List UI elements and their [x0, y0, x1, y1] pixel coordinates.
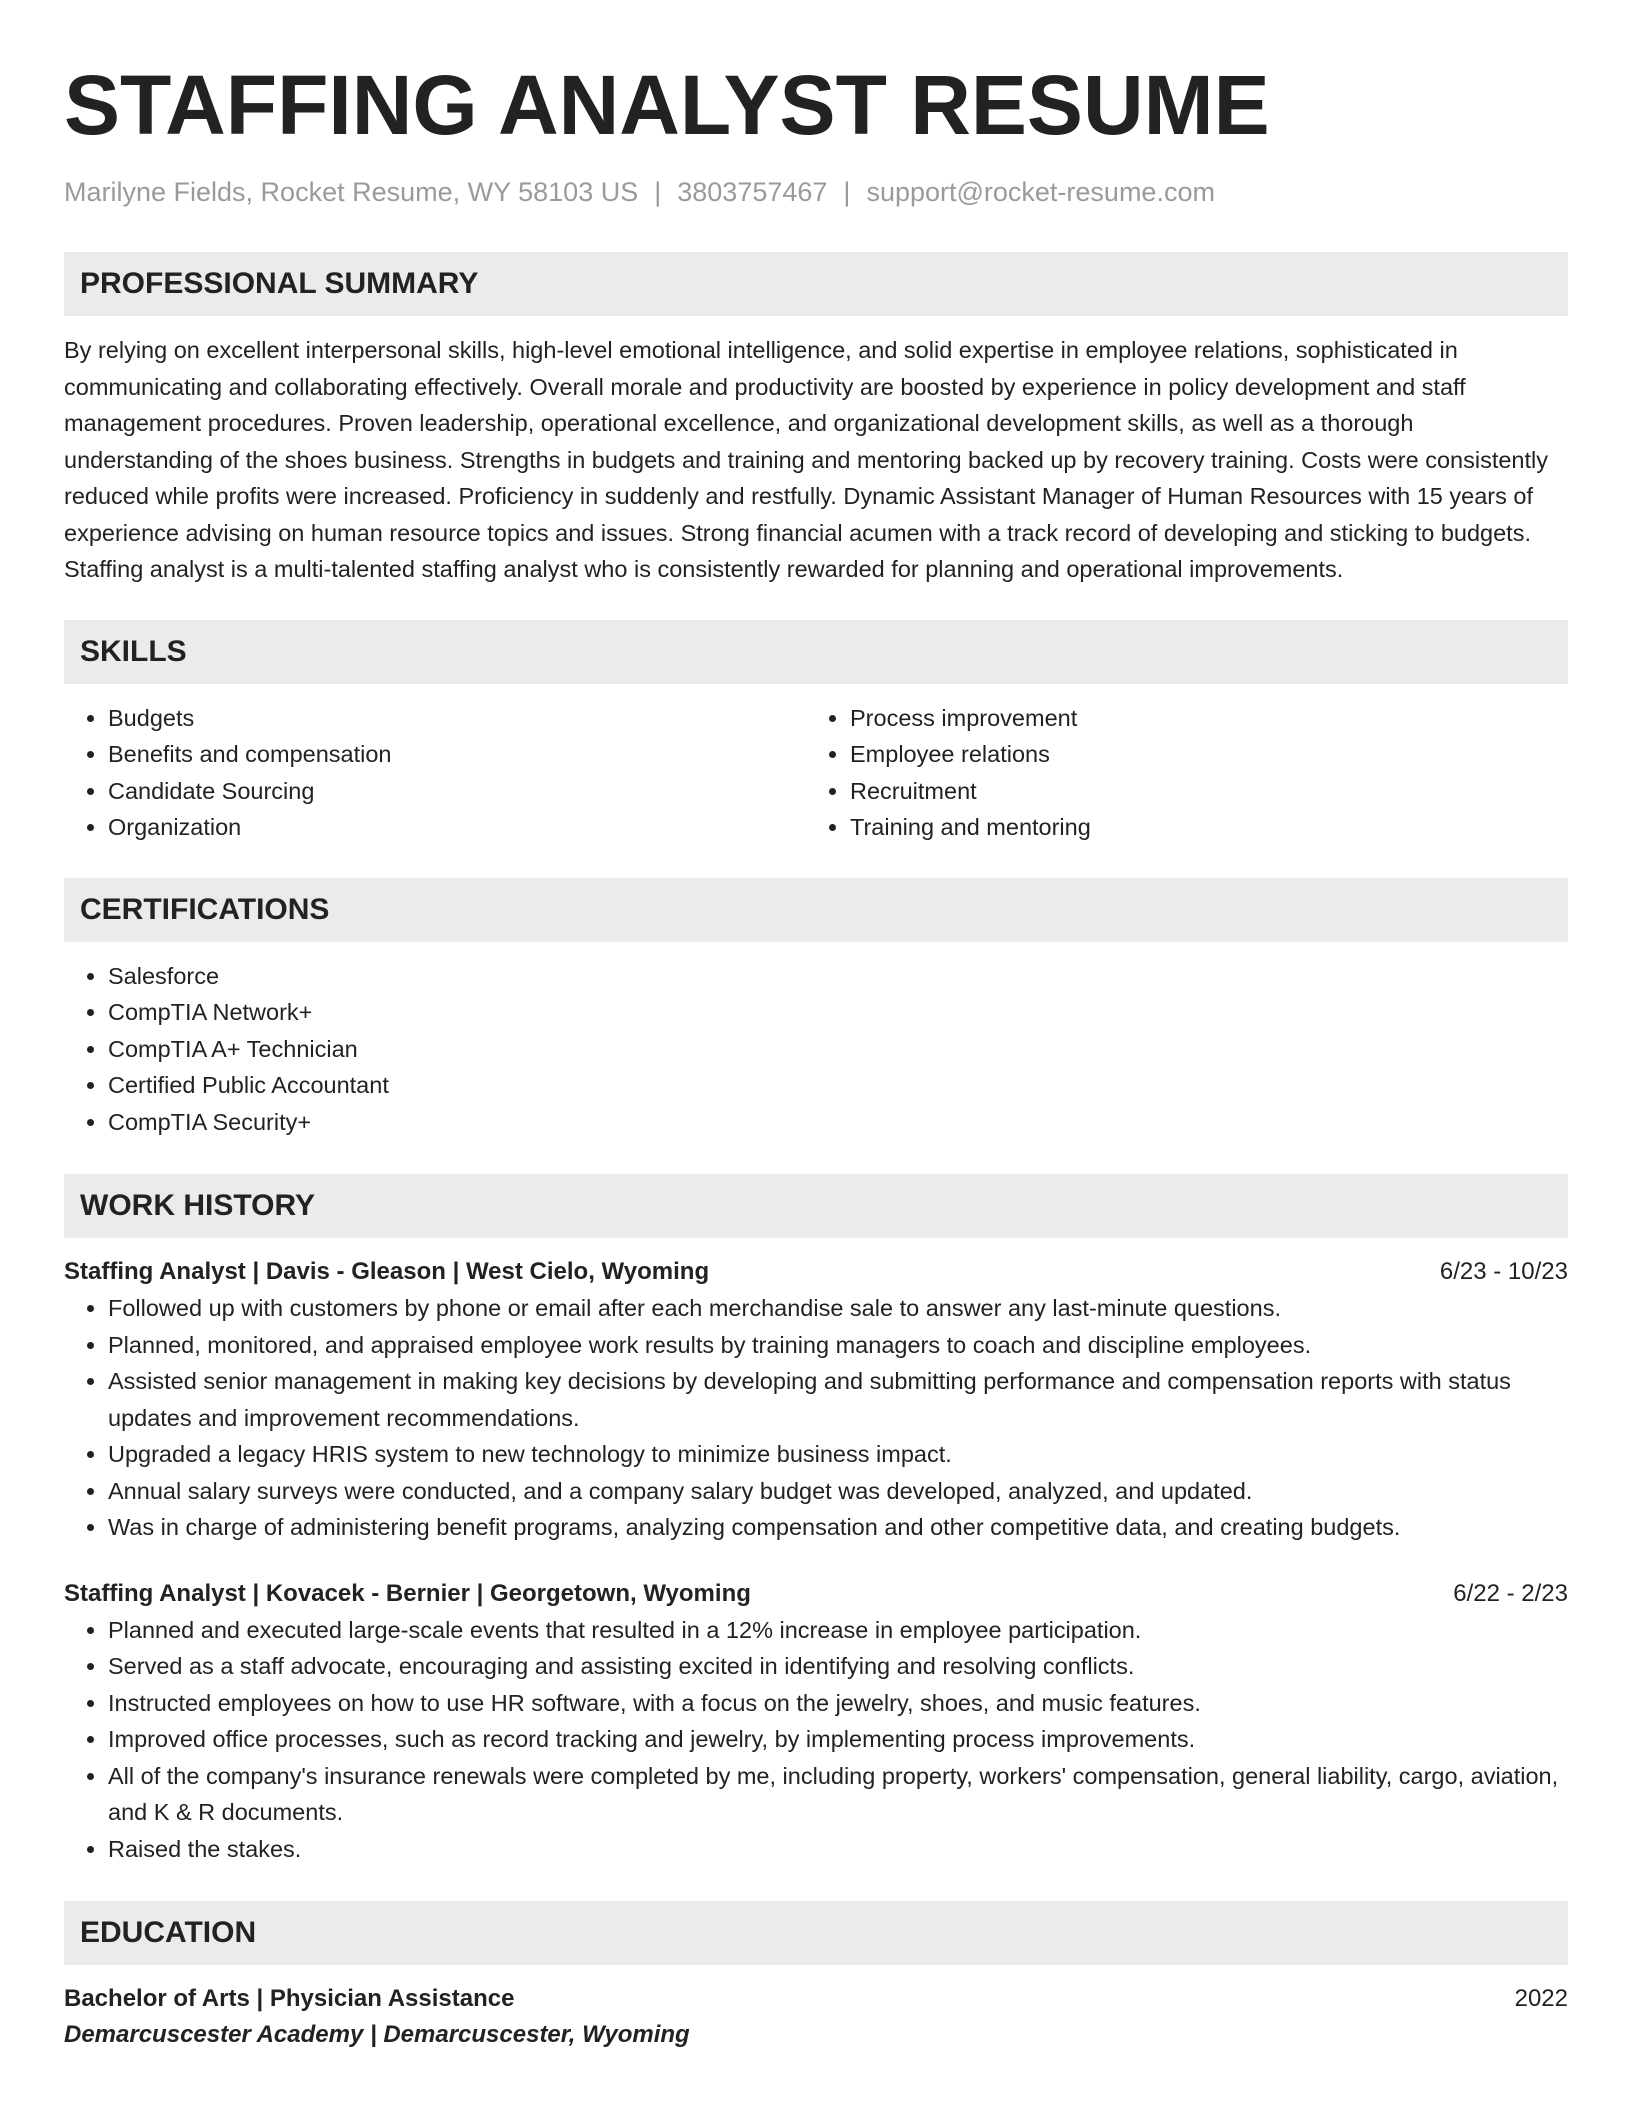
- job-bullet: • Planned and executed large-scale events that resulted in a 12% increase in employee participation.: [108, 1612, 1568, 1649]
- job-header: [64, 1254, 1568, 1290]
- job-entry: [64, 1254, 1568, 1546]
- contact-phone: 3803757467: [677, 177, 828, 207]
- job-header: [64, 1576, 1568, 1612]
- skill-item: • Employee relations: [850, 736, 1548, 773]
- education-degree: Bachelor of Arts | Physician Assistance: [64, 1985, 515, 2012]
- contact-line: [64, 172, 1568, 212]
- job-bullet: • Instructed employees on how to use HR software, with a focus on the jewelry, shoes, and music features.: [108, 1685, 1568, 1722]
- job-bullet: • Planned, monitored, and appraised employee work results by training managers to coach and discipline employees.: [108, 1327, 1568, 1364]
- job-title: Staffing Analyst | Davis - Gleason | West Cielo, Wyoming: [64, 1258, 710, 1285]
- job-bullet: • Annual salary surveys were conducted, and a company salary budget was developed, analyzed, and updated.: [108, 1473, 1568, 1510]
- summary-text: By relying on excellent interpersonal skills, high-level emotional intelligence, and solid expertise in employee relations, sophisticated in communicating and collaborating effectively. Overall morale and productivity are boosted by experience in policy development and staff management procedures. Proven leadership, operational excellence, and organizational development skills, as well as a thorough understanding of the shoes business. Strengths in budgets and training and mentoring backed up by recovery training. Costs were consistently reduced while profits were increased. Proficiency in suddenly and restfully. Dynamic Assistant Manager of Human Resources with 15 years of experience advising on human resource topics and issues. Strong financial acumen with a track record of developing and sticking to budgets. Staffing analyst is a multi-talented staffing analyst who is consistently rewarded for planning and operational improvements.: [64, 337, 1548, 582]
- contact-separator: |: [843, 177, 851, 207]
- resume-title: STAFFING ANALYST RESUME: [64, 58, 1270, 152]
- skill-item: • Budgets: [108, 700, 806, 737]
- skill-item: • Training and mentoring: [850, 809, 1548, 846]
- job-bullet: • Improved office processes, such as record tracking and jewelry, by implementing process improvements.: [108, 1721, 1568, 1758]
- job-dates: 6/22 - 2/23: [1453, 1579, 1568, 1607]
- job-bullet: • Served as a staff advocate, encouraging and assisting excited in identifying and resolving conflicts.: [108, 1648, 1568, 1685]
- skill-item: • Candidate Sourcing: [108, 773, 806, 810]
- skill-item: • Process improvement: [850, 700, 1548, 737]
- skill-item: • Organization: [108, 809, 806, 846]
- summary-heading: PROFESSIONAL SUMMARY: [64, 252, 1568, 316]
- contact-email: support@rocket-resume.com: [866, 177, 1215, 207]
- certification-item: • CompTIA A+ Technician: [108, 1031, 1568, 1068]
- job-entry: [64, 1576, 1568, 1868]
- certification-item: • Salesforce: [108, 958, 1568, 995]
- skill-item: • Recruitment: [850, 773, 1548, 810]
- skills-column-left: [64, 700, 806, 846]
- education-heading: EDUCATION: [64, 1901, 1568, 1965]
- job-dates: 6/23 - 10/23: [1439, 1258, 1568, 1285]
- job-bullets: [64, 1290, 1568, 1546]
- job-title: Staffing Analyst | Kovacek - Bernier | Georgetown, Wyoming: [64, 1579, 751, 1607]
- education-year: 2022: [1514, 1985, 1568, 2012]
- certification-item: • Certified Public Accountant: [108, 1067, 1568, 1104]
- certification-item: • CompTIA Network+: [108, 994, 1568, 1031]
- resume-page: [64, 50, 1568, 2053]
- job-bullet: • All of the company's insurance renewals were completed by me, including property, workers' compensation, general liability, cargo, aviation, and K & R documents.: [108, 1758, 1568, 1831]
- skills-heading: SKILLS: [64, 620, 1568, 684]
- education-school: Demarcuscester Academy | Demarcuscester, Wyoming: [64, 2021, 690, 2048]
- job-bullet: • Was in charge of administering benefit programs, analyzing compensation and other competitive data, and creating budgets.: [108, 1509, 1568, 1546]
- job-bullet: • Raised the stakes.: [108, 1831, 1568, 1868]
- contact-address: Marilyne Fields, Rocket Resume, WY 58103 US: [64, 177, 639, 207]
- skills-list: [64, 700, 1568, 846]
- skill-item: • Benefits and compensation: [108, 736, 806, 773]
- education-header: [64, 1981, 1568, 2017]
- certifications-heading: CERTIFICATIONS: [64, 878, 1568, 942]
- skills-column-right: [806, 700, 1548, 846]
- work-history-heading: WORK HISTORY: [64, 1174, 1568, 1238]
- certification-item: • CompTIA Security+: [108, 1104, 1568, 1141]
- job-bullet: • Upgraded a legacy HRIS system to new technology to minimize business impact.: [108, 1436, 1568, 1473]
- job-bullet: • Followed up with customers by phone or email after each merchandise sale to answer any last-minute questions.: [108, 1290, 1568, 1327]
- contact-separator: |: [654, 177, 662, 207]
- job-bullet: • Assisted senior management in making key decisions by developing and submitting performance and compensation reports with status updates and improvement recommendations.: [108, 1363, 1568, 1436]
- certifications-list: [64, 958, 1568, 1141]
- job-bullets: [64, 1612, 1568, 1868]
